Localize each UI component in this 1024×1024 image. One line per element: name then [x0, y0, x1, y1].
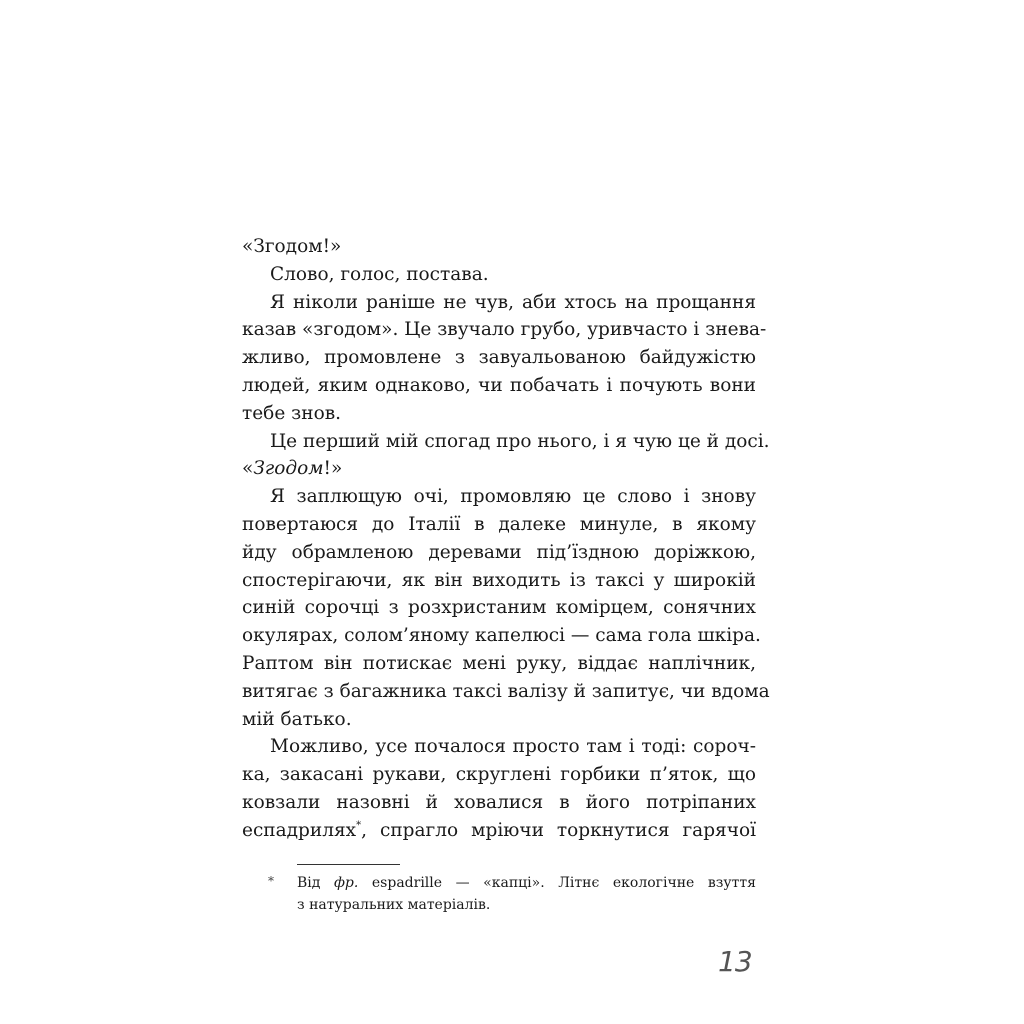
footnote: [268, 872, 756, 916]
text-line: [242, 817, 756, 845]
text-line: спостерігаючи, як він виходить із таксі у широкій: [242, 569, 756, 591]
footnote-body: [297, 872, 756, 916]
text-segment: Від: [297, 875, 334, 891]
text-line: Я ніколи раніше не чув, аби хтось на прощання: [270, 291, 756, 313]
body-text: [242, 233, 770, 845]
text-line: ковзали назовні й ховалися в його потріпаних: [242, 791, 756, 813]
footnote-mark: *: [268, 874, 274, 888]
text-line: жливо, промовлене з завуальованою байдужістю: [242, 347, 756, 369]
text-line: мій батько.: [242, 708, 352, 730]
text-line: [242, 455, 756, 483]
footnote-divider: [297, 864, 400, 865]
text-line: витягає з багажника таксі валізу й запитує, чи вдома: [242, 680, 770, 702]
text-line: тебе знов.: [242, 402, 342, 424]
text-line: синій сорочці з розхристаним комірцем, сонячних: [242, 597, 756, 619]
footnote-line: з натуральних матеріалів.: [297, 897, 491, 913]
text-line: окулярах, солом’яному капелюсі — сама гола шкіра.: [242, 625, 761, 647]
abbreviation: фр.: [333, 875, 359, 891]
text-line: Раптом він потискає мені руку, віддає наплічник,: [242, 652, 756, 674]
text-segment: espadrille — «капці». Літнє екологічне взуття: [358, 875, 756, 891]
text-line: Я заплющую очі, промовляю це слово і знову: [270, 486, 756, 508]
text-line: «Згодом!»: [242, 236, 342, 257]
text-line: Можливо, усе почалося просто там і тоді: сороч-: [270, 736, 756, 758]
text-line: людей, яким однаково, чи побачать і почують вони: [242, 374, 756, 396]
text-line: ка, закасані рукави, скруглені горбики п’яток, що: [242, 764, 756, 786]
text-line: повертаюся до Італії в далеке минуле, в якому: [242, 513, 756, 535]
text-segment: еспадрилях: [242, 819, 357, 841]
text-line: йду обрамленою деревами під’їздною доріжкою,: [242, 541, 756, 563]
emphasis-word: Згодом: [253, 458, 324, 480]
text-line: казав «згодом». Це звучало грубо, уривчасто і знева-: [242, 319, 767, 341]
quote-close: !»: [323, 458, 343, 480]
footnote-line: [297, 872, 756, 894]
text-segment: , спрагло мріючи торкнутися гарячої: [361, 819, 756, 841]
quote-open: «: [242, 458, 254, 480]
text-line: Слово, голос, постава.: [270, 263, 489, 285]
page-number: 13: [718, 945, 752, 978]
footnote-reference[interactable]: *: [356, 819, 362, 831]
text-line: Це перший мій спогад про нього, і я чую це й досі.: [270, 430, 770, 452]
